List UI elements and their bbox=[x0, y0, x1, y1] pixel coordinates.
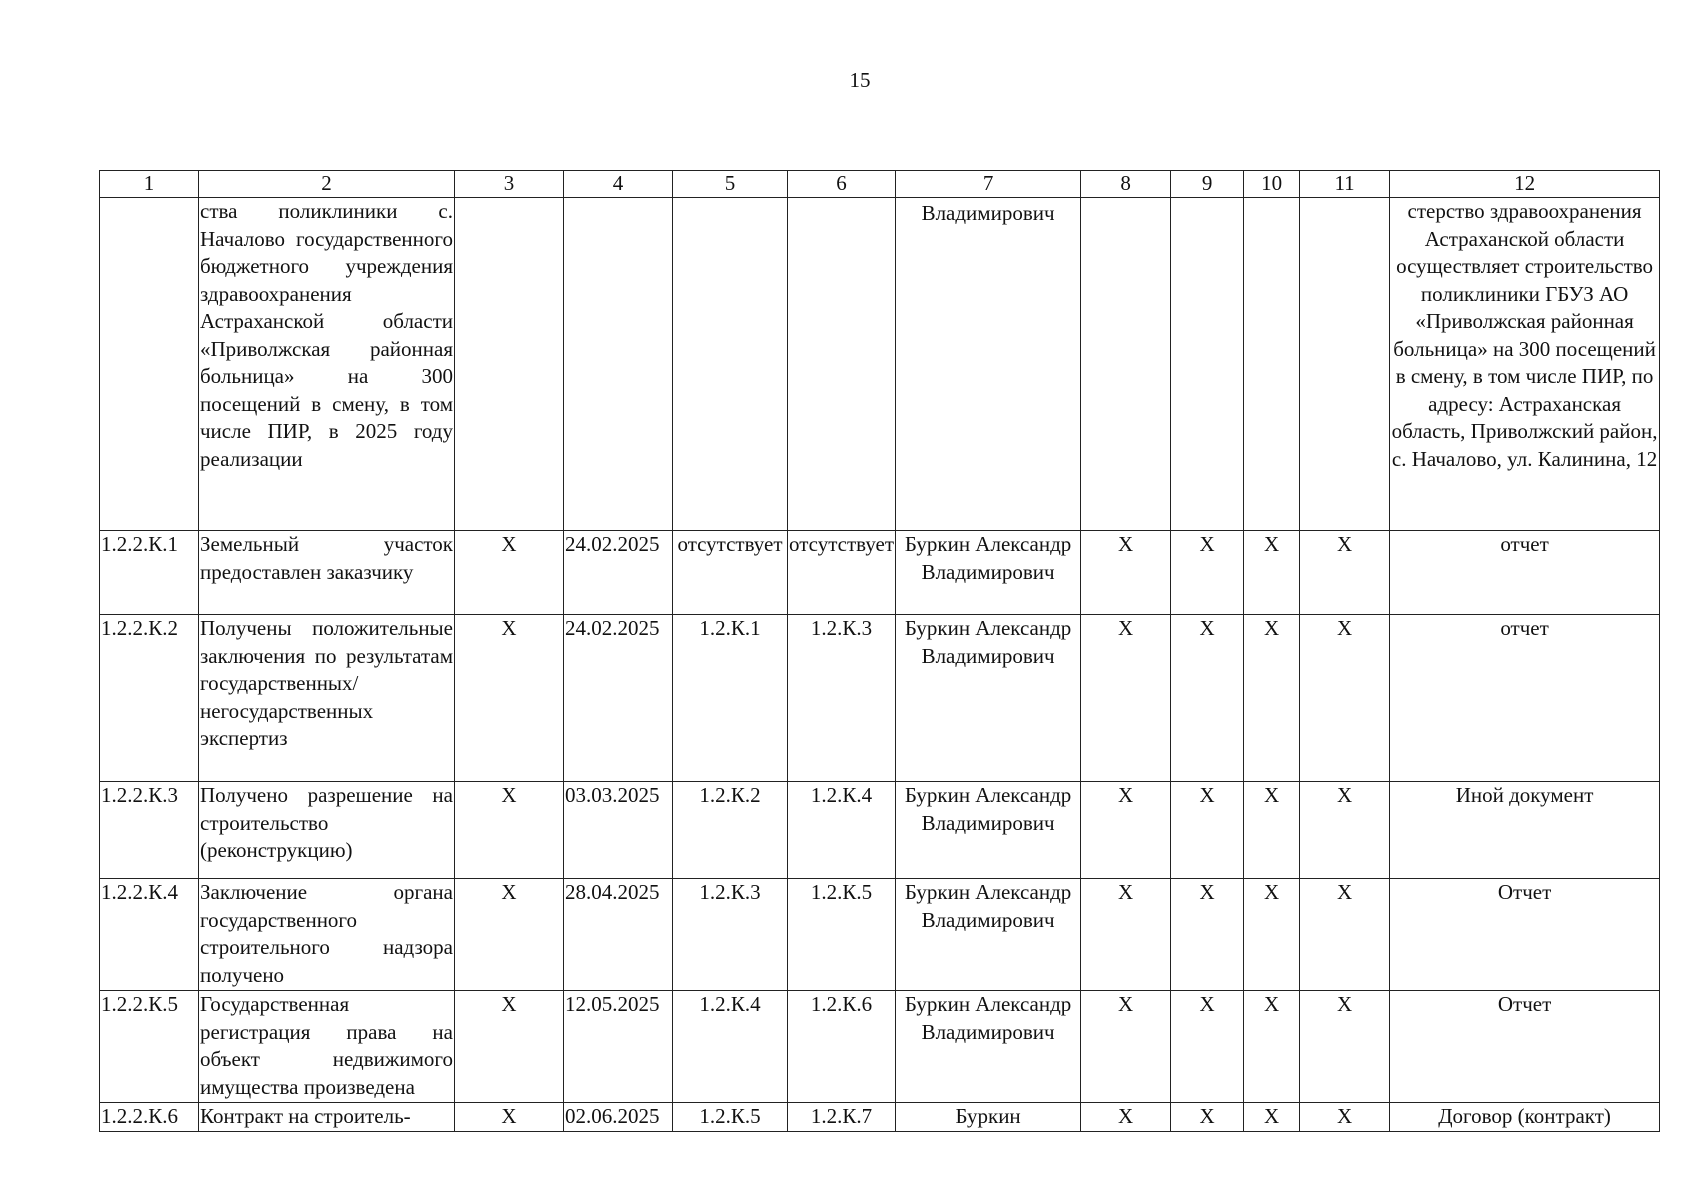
cell-c9: Х bbox=[1171, 615, 1244, 782]
column-header: 6 bbox=[788, 171, 896, 198]
cell-date: 24.02.2025 bbox=[564, 615, 673, 782]
cell-c10: Х bbox=[1244, 615, 1300, 782]
column-header: 9 bbox=[1171, 171, 1244, 198]
cell-id: 1.2.2.К.2 bbox=[100, 615, 199, 782]
cell-c3: Х bbox=[455, 615, 564, 782]
cell-c9: Х bbox=[1171, 991, 1244, 1103]
cell-c10: Х bbox=[1244, 531, 1300, 615]
cell-date: 02.06.2025 bbox=[564, 1103, 673, 1132]
cell-id: 1.2.2.К.1 bbox=[100, 531, 199, 615]
cell-predecessor: 1.2.К.3 bbox=[673, 879, 788, 991]
cell-successor: 1.2.К.4 bbox=[788, 782, 896, 879]
cell-c11: Х bbox=[1300, 1103, 1390, 1132]
cell-predecessor: 1.2.К.5 bbox=[673, 1103, 788, 1132]
cell-name: Заключение органа государственного строительного надзора получено bbox=[199, 879, 455, 991]
cell-name: Земельный участок предоставлен заказчику bbox=[199, 531, 455, 615]
cell-c5 bbox=[673, 198, 788, 531]
cell-id: 1.2.2.К.4 bbox=[100, 879, 199, 991]
cell-predecessor: 1.2.К.2 bbox=[673, 782, 788, 879]
cell-c11: Х bbox=[1300, 879, 1390, 991]
cell-c4 bbox=[564, 198, 673, 531]
cell-date: 24.02.2025 bbox=[564, 531, 673, 615]
cell-person: Владимирович bbox=[896, 198, 1081, 531]
cell-c9: Х bbox=[1171, 531, 1244, 615]
column-header: 11 bbox=[1300, 171, 1390, 198]
cell-c10: Х bbox=[1244, 991, 1300, 1103]
continuation-row bbox=[100, 198, 1660, 531]
cell-c3: Х bbox=[455, 531, 564, 615]
column-header: 7 bbox=[896, 171, 1081, 198]
cell-document: отчет bbox=[1390, 531, 1660, 615]
column-header: 10 bbox=[1244, 171, 1300, 198]
cell-document: Отчет bbox=[1390, 991, 1660, 1103]
cell-id: 1.2.2.К.3 bbox=[100, 782, 199, 879]
cell-person: Буркин Александр Владимирович bbox=[896, 991, 1081, 1103]
cell-c8: Х bbox=[1081, 879, 1171, 991]
cell-c10 bbox=[1244, 198, 1300, 531]
column-header: 8 bbox=[1081, 171, 1171, 198]
cell-c8: Х bbox=[1081, 1103, 1171, 1132]
cell-c8: Х bbox=[1081, 531, 1171, 615]
cell-person: Буркин Александр Владимирович bbox=[896, 879, 1081, 991]
column-header: 3 bbox=[455, 171, 564, 198]
cell-predecessor: отсутствует bbox=[673, 531, 788, 615]
column-header: 12 bbox=[1390, 171, 1660, 198]
cell-name: ства поликлиники с. Началово государственного бюджетного учреждения здравоохранения Астраханской области «Приволжская районная больница» на 300 посещений в смену, в том числе ПИР, в 2025 году реализации bbox=[199, 198, 455, 531]
cell-id: 1.2.2.К.5 bbox=[100, 991, 199, 1103]
table-row bbox=[100, 615, 1660, 782]
cell-c6 bbox=[788, 198, 896, 531]
cell-document: стерство здравоохранения Астраханской области осуществляет строительство поликлиники ГБУЗ АО «Приволжская районная больница» на 300 посещений в смену, в том числе ПИР, по адресу: Астраханская область, Приволжский район, с. Началово, ул. Калинина, 12 bbox=[1390, 198, 1660, 531]
table-row bbox=[100, 782, 1660, 879]
column-header: 5 bbox=[673, 171, 788, 198]
cell-successor: 1.2.К.5 bbox=[788, 879, 896, 991]
table-row bbox=[100, 879, 1660, 991]
cell-date: 03.03.2025 bbox=[564, 782, 673, 879]
header-row bbox=[100, 171, 1660, 198]
cell-person: Буркин Александр Владимирович bbox=[896, 782, 1081, 879]
cell-c3: Х bbox=[455, 879, 564, 991]
cell-successor: отсутствует bbox=[788, 531, 896, 615]
cell-c11: Х bbox=[1300, 782, 1390, 879]
cell-name: Получены положительные заключения по результатам государственных/негосударственных экспертиз bbox=[199, 615, 455, 782]
cell-c8: Х bbox=[1081, 782, 1171, 879]
cell-c9: Х bbox=[1171, 1103, 1244, 1132]
cell-document: Отчет bbox=[1390, 879, 1660, 991]
cell-successor: 1.2.К.6 bbox=[788, 991, 896, 1103]
cell-id bbox=[100, 198, 199, 531]
cell-c11: Х bbox=[1300, 615, 1390, 782]
cell-c8: Х bbox=[1081, 991, 1171, 1103]
plan-table bbox=[99, 170, 1660, 1132]
cell-c10: Х bbox=[1244, 1103, 1300, 1132]
cell-c8: Х bbox=[1081, 615, 1171, 782]
cell-successor: 1.2.К.7 bbox=[788, 1103, 896, 1132]
cell-c11: Х bbox=[1300, 991, 1390, 1103]
cell-c3: Х bbox=[455, 991, 564, 1103]
cell-successor: 1.2.К.3 bbox=[788, 615, 896, 782]
cell-document: отчет bbox=[1390, 615, 1660, 782]
cell-c11: Х bbox=[1300, 531, 1390, 615]
cell-id: 1.2.2.К.6 bbox=[100, 1103, 199, 1132]
cell-person: Буркин Александр Владимирович bbox=[896, 531, 1081, 615]
cell-person: Буркин Александр Владимирович bbox=[896, 615, 1081, 782]
cell-c9: Х bbox=[1171, 782, 1244, 879]
cell-document: Иной документ bbox=[1390, 782, 1660, 879]
cell-c8 bbox=[1081, 198, 1171, 531]
cell-document: Договор (контракт) bbox=[1390, 1103, 1660, 1132]
cell-c10: Х bbox=[1244, 879, 1300, 991]
cell-date: 12.05.2025 bbox=[564, 991, 673, 1103]
cell-name: Государственная регистрация права на объект недвижимого имущества произведена bbox=[199, 991, 455, 1103]
cell-c10: Х bbox=[1244, 782, 1300, 879]
table-row bbox=[100, 531, 1660, 615]
page-number: 15 bbox=[849, 68, 871, 92]
cell-c9 bbox=[1171, 198, 1244, 531]
cell-predecessor: 1.2.К.1 bbox=[673, 615, 788, 782]
cell-date: 28.04.2025 bbox=[564, 879, 673, 991]
column-header: 2 bbox=[199, 171, 455, 198]
cell-c3: Х bbox=[455, 1103, 564, 1132]
cell-name: Контракт на строитель- bbox=[199, 1103, 455, 1132]
table-row bbox=[100, 991, 1660, 1103]
cell-c3: Х bbox=[455, 782, 564, 879]
column-header: 1 bbox=[100, 171, 199, 198]
cell-c11 bbox=[1300, 198, 1390, 531]
cell-predecessor: 1.2.К.4 bbox=[673, 991, 788, 1103]
column-header: 4 bbox=[564, 171, 673, 198]
cell-person: Буркин bbox=[896, 1103, 1081, 1132]
cell-name: Получено разрешение на строительство (реконструкцию) bbox=[199, 782, 455, 879]
cell-c9: Х bbox=[1171, 879, 1244, 991]
cell-c3 bbox=[455, 198, 564, 531]
table-row bbox=[100, 1103, 1660, 1132]
